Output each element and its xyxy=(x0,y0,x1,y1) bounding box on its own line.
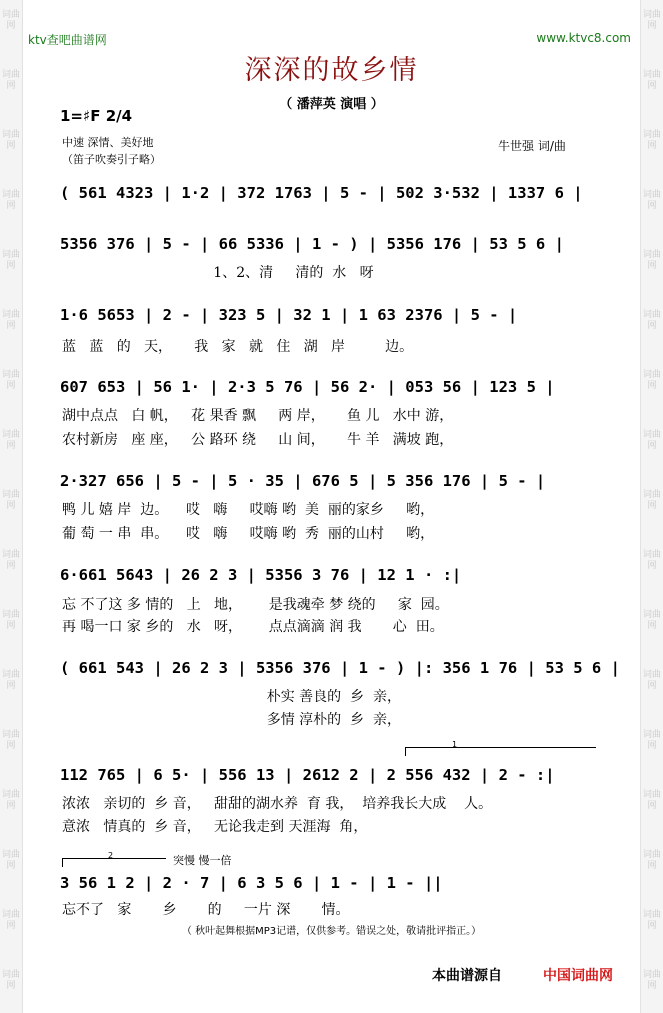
watermark-text: 词曲网 xyxy=(643,730,662,751)
lyric-line: 意浓 情真的 乡 音， 无论我走到 天涯海 角， xyxy=(62,819,368,835)
lyric-line: 浓浓 亲切的 乡 音， 甜甜的湖水养 育 我， 培养我长大成 人。 xyxy=(62,796,493,812)
score-row: 1·6 5653 | 2 - | 323 5 | 32 1 | 1 63 2376 | 5 - | xyxy=(60,306,518,324)
key-signature: 1=♯F 2/4 xyxy=(60,107,133,125)
lyric-line: 蓝 蓝 的 天， 我 家 就 住 湖 岸 边。 xyxy=(62,339,414,355)
lyric-line: 1、2、清 清的 水 呀 xyxy=(62,265,374,281)
score-row: ( 561 4323 | 1·2 | 372 1763 | 5 - | 502 3·532 | 1337 6 | xyxy=(60,184,583,202)
watermark-text: 词曲网 xyxy=(643,550,662,571)
watermark-text: 词曲网 xyxy=(2,190,21,211)
transcription-disclaimer: （ 秋叶起舞根据MP3记谱，仅供参考。错误之处，敬请批评指正。） xyxy=(181,926,482,937)
score-row: 2·327 656 | 5 - | 5 · 35 | 676 5 | 5 356 176 | 5 - | xyxy=(60,472,546,490)
composer-credit: 牛世强 词/曲 xyxy=(498,139,566,153)
score-row: 112 765 | 6 5· | 556 13 | 2612 2 | 2 556 432 | 2 - :| xyxy=(60,766,555,784)
lyric-line: 再 喝一口 家 乡的 水 呀， 点点滴滴 润 我 心 田。 xyxy=(62,619,444,635)
watermark-text: 词曲网 xyxy=(643,490,662,511)
lyric-line: 多情 淳朴的 乡 亲， xyxy=(62,712,401,728)
watermark-text: 词曲网 xyxy=(2,250,21,271)
watermark-text: 词曲网 xyxy=(2,790,21,811)
watermark-text: 词曲网 xyxy=(2,610,21,631)
watermark-text: 词曲网 xyxy=(643,130,662,151)
singer-credit: （ 潘萍英 演唱 ） xyxy=(279,97,384,112)
lyric-line: 农村新房 座 座， 公 路环 绕 山 间， 牛 羊 满坡 跑， xyxy=(62,432,454,448)
watermark-text: 词曲网 xyxy=(643,370,662,391)
watermark-text: 词曲网 xyxy=(643,610,662,631)
watermark-text: 词曲网 xyxy=(2,430,21,451)
watermark-text: 词曲网 xyxy=(2,910,21,931)
right-watermark-strip xyxy=(640,0,663,1013)
score-row: 5356 376 | 5 - | 66 5336 | 1 - ) | 5356 176 | 53 5 6 | xyxy=(60,235,564,253)
watermark-text: 词曲网 xyxy=(2,550,21,571)
watermark-text: 词曲网 xyxy=(643,430,662,451)
left-watermark-strip xyxy=(0,0,23,1013)
lyric-line: 朴实 善良的 乡 亲， xyxy=(62,689,401,705)
lyric-line: 鸭 儿 嬉 岸 边。 哎 嗨 哎嗨 哟 美 丽的家乡 哟， xyxy=(62,502,435,518)
watermark-text: 词曲网 xyxy=(643,670,662,691)
watermark-text: 词曲网 xyxy=(643,790,662,811)
ending-tempo-note: 突慢 慢一倍 xyxy=(173,854,232,867)
song-title: 深深的故乡情 xyxy=(244,55,419,86)
watermark-text: 词曲网 xyxy=(2,850,21,871)
watermark-text: 词曲网 xyxy=(643,70,662,91)
volta-1-bracket xyxy=(405,747,596,756)
volta-1-number: 1 xyxy=(452,740,458,749)
watermark-text: 词曲网 xyxy=(643,10,662,31)
source-site-link[interactable]: 中国词曲网 xyxy=(543,968,613,984)
score-row: 3 56 1 2 | 2 · 7 | 6 3 5 6 | 1 - | 1 - || xyxy=(60,874,443,892)
watermark-text: 词曲网 xyxy=(2,970,21,991)
score-row: 6·661 5643 | 26 2 3 | 5356 3 76 | 12 1 · :| xyxy=(60,566,462,584)
score-row: 607 653 | 56 1· | 2·3 5 76 | 56 2· | 053 56 | 123 5 | xyxy=(60,378,555,396)
lyric-line: 忘 不了这 多 情的 上 地， 是我魂牵 梦 绕的 家 园。 xyxy=(62,597,449,613)
volta-2-bracket xyxy=(62,858,166,867)
watermark-text: 词曲网 xyxy=(2,370,21,391)
site-url-right[interactable]: www.ktvc8.com xyxy=(536,31,631,45)
watermark-text: 词曲网 xyxy=(2,130,21,151)
volta-2-number: 2 xyxy=(108,851,114,860)
watermark-text: 词曲网 xyxy=(2,730,21,751)
lyric-line: 忘不了 家 乡 的 一片 深 情。 xyxy=(62,902,350,918)
lyric-line: 葡 萄 一 串 串。 哎 嗨 哎嗨 哟 秀 丽的山村 哟， xyxy=(62,526,435,542)
watermark-text: 词曲网 xyxy=(643,910,662,931)
watermark-text: 词曲网 xyxy=(2,490,21,511)
score-row: ( 661 543 | 26 2 3 | 5356 376 | 1 - ) |: 356 1 76 | 53 5 6 | xyxy=(60,659,620,677)
watermark-text: 词曲网 xyxy=(2,670,21,691)
watermark-text: 词曲网 xyxy=(2,10,21,31)
tempo-marking: 中速 深情、美好地 xyxy=(62,136,154,149)
intro-note: （笛子吹奏引子略） xyxy=(62,153,161,166)
lyric-line: 湖中点点 白 帆， 花 果香 飘 两 岸， 鱼 儿 水中 游， xyxy=(62,408,454,424)
watermark-text: 词曲网 xyxy=(2,310,21,331)
watermark-text: 词曲网 xyxy=(2,70,21,91)
watermark-text: 词曲网 xyxy=(643,190,662,211)
site-name-left[interactable]: ktv查吧曲谱网 xyxy=(28,33,107,47)
watermark-text: 词曲网 xyxy=(643,970,662,991)
source-label: 本曲谱源自 xyxy=(432,968,502,984)
watermark-text: 词曲网 xyxy=(643,310,662,331)
watermark-text: 词曲网 xyxy=(643,850,662,871)
watermark-text: 词曲网 xyxy=(643,250,662,271)
